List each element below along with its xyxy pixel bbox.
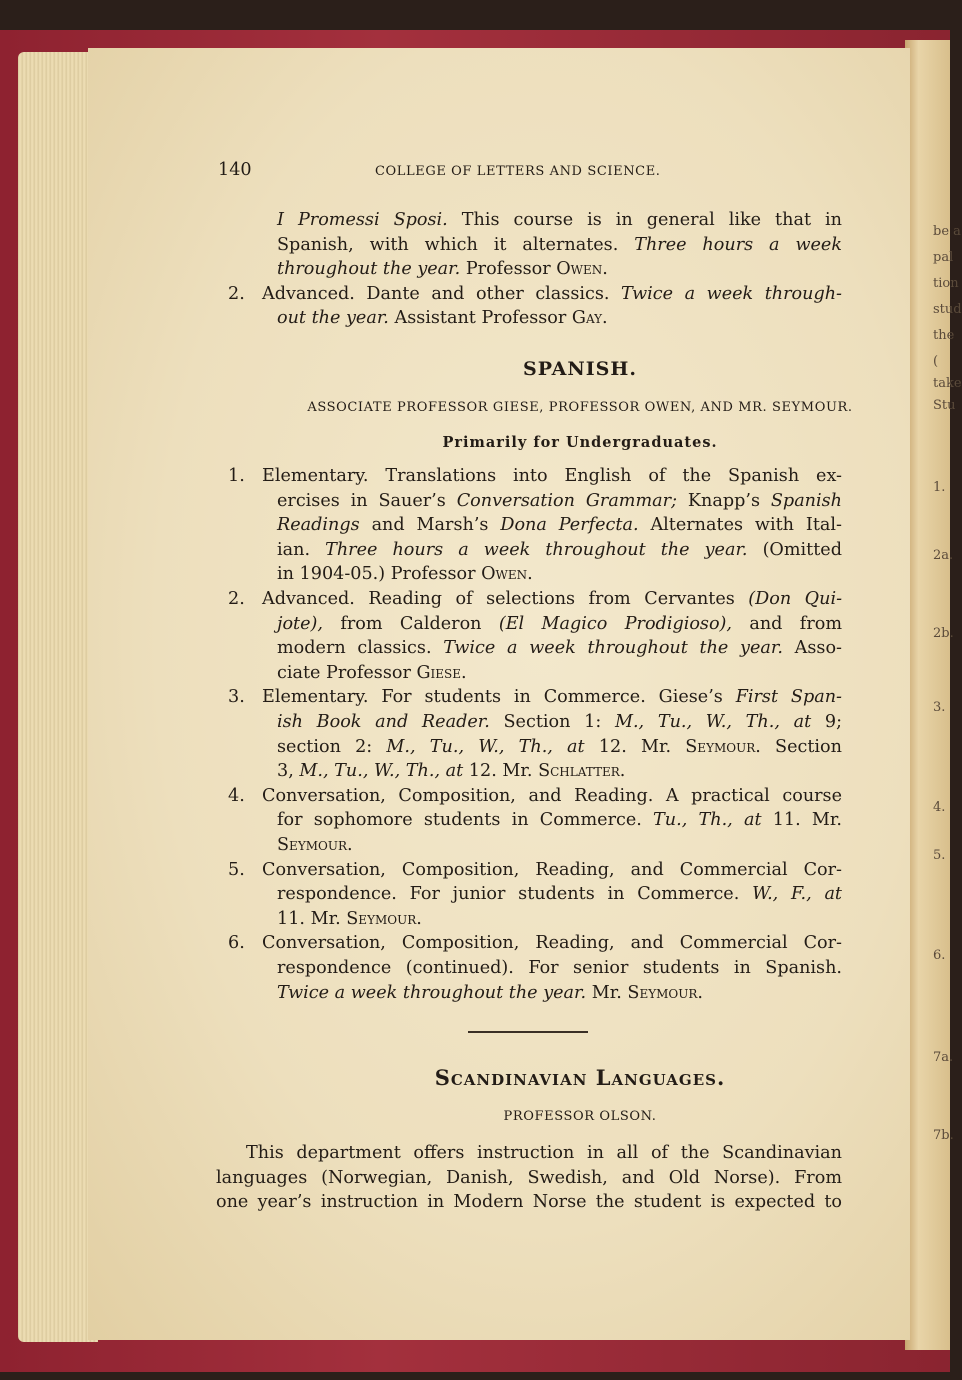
facing-page-fragment: 3. <box>933 700 946 715</box>
running-head: COLLEGE OF LETTERS AND SCIENCE. <box>375 164 661 179</box>
text-line <box>277 882 842 906</box>
item-number: 6. <box>228 933 245 954</box>
italic-run: W., F., at <box>752 884 843 905</box>
text-run: respondence (continued). For senior students in Spanish. <box>277 958 842 978</box>
text-run: Advanced. Reading of selections from Cervantes <box>262 589 749 609</box>
paragraph-line: one year’s instruction in Modern Norse the student is expected to <box>216 1192 842 1213</box>
section-title: Scandinavian Languages. <box>434 1065 726 1090</box>
text-line <box>277 833 353 857</box>
facing-page-fragment: ( <box>933 354 939 369</box>
italic-run: Three hours a week <box>634 234 842 255</box>
text-run: respondence. For junior students in Commerce. <box>277 884 753 905</box>
facing-page-fragment: stud <box>933 302 962 317</box>
small-caps-run: Seymour. <box>277 835 353 855</box>
text-line <box>277 759 625 783</box>
text-line <box>262 464 842 488</box>
text-run: 12. Mr. <box>463 761 539 782</box>
text-run: 11. Mr. <box>761 810 843 831</box>
italic-run: jote), <box>277 613 323 634</box>
text-line <box>262 685 842 709</box>
text-line <box>277 956 842 980</box>
italic-run: Conversation Grammar; <box>456 490 677 511</box>
text-run: Spanish, with which it alternates. <box>277 234 635 255</box>
text-run: Elementary. Translations into English of the Spanish ex- <box>262 466 842 486</box>
italic-run: Three hours a week throughout the year. <box>325 539 748 560</box>
text-line <box>277 636 842 660</box>
text-run: 12. Mr. <box>584 736 686 757</box>
facing-page-fragment: take <box>933 376 962 391</box>
item-number: 1. <box>228 466 245 486</box>
text-line <box>262 282 842 306</box>
italic-run: I Promessi Sposi. <box>277 210 448 230</box>
facing-page-fragment: 7b. <box>933 1128 954 1143</box>
text-run: This course is in general like that in <box>447 210 842 230</box>
facing-page-fragment: 2b. <box>933 626 954 641</box>
italic-run: throughout the year. <box>277 259 461 280</box>
facing-page-fragment: tion <box>933 276 959 291</box>
subsection-heading: Primarily for Undergraduates. <box>442 434 718 451</box>
italic-run: M., Tu., W., Th., at <box>614 712 812 732</box>
text-line <box>277 981 703 1005</box>
faculty-line: ASSOCIATE PROFESSOR GIESE, PROFESSOR OWEN, AND MR. SEYMOUR. <box>307 400 853 415</box>
facing-page-fragment: 5. <box>933 848 946 863</box>
small-caps-run: Giese. <box>416 662 467 683</box>
text-line <box>277 710 842 734</box>
italic-run: Spanish <box>770 490 842 511</box>
text-run: 9; <box>811 712 843 732</box>
facing-page-fragment: Stu <box>933 398 956 413</box>
text-run: (Omitted <box>747 539 842 560</box>
facing-page-fragment: 4. <box>933 800 946 815</box>
item-number: 2. <box>228 283 245 304</box>
item-number: 5. <box>228 859 245 880</box>
facing-page-fragment: 1. <box>933 480 946 495</box>
text-run: Knapp’s <box>677 490 771 511</box>
text-line <box>277 306 608 330</box>
text-line <box>277 735 842 759</box>
facing-page-fragment: 6. <box>933 948 946 963</box>
italic-run: Twice a week throughout the year. <box>277 982 587 1003</box>
text-run: ciate Professor <box>277 662 417 683</box>
text-run: Conversation, Composition, Reading, and Commercial Cor- <box>262 933 842 954</box>
small-caps-run: Gay. <box>571 308 608 329</box>
small-caps-run: Owen. <box>481 564 533 585</box>
text-line <box>277 907 422 931</box>
facing-page-fragment: be a <box>933 224 961 239</box>
text-run: Section <box>760 736 842 757</box>
text-line <box>277 513 842 537</box>
item-number: 2. <box>228 589 245 609</box>
text-run: in 1904-05.) Professor <box>277 564 482 585</box>
paragraph-line: This department offers instruction in all of the Scandinavian <box>246 1143 842 1163</box>
text-line <box>262 587 842 611</box>
text-run: Advanced. Dante and other classics. <box>262 283 621 304</box>
small-caps-run: Seymour. <box>685 736 761 757</box>
section-divider <box>468 1031 588 1033</box>
text-run: 11. Mr. <box>277 908 347 929</box>
text-line <box>262 858 842 882</box>
text-run: and Marsh’s <box>359 515 501 536</box>
text-run: Alternates with Ital- <box>638 515 842 536</box>
text-run: for sophomore students in Commerce. <box>277 810 654 831</box>
text-run: modern classics. <box>277 638 444 659</box>
italic-run: ish Book and Reader. <box>277 712 490 732</box>
italic-run: (El Magico Prodigioso), <box>498 613 733 634</box>
text-line <box>277 538 842 562</box>
italic-run: (Don Qui- <box>748 589 843 609</box>
small-caps-run: Seymour. <box>346 908 422 929</box>
small-caps-run: Schlatter. <box>538 761 626 782</box>
page-number: 140 <box>218 160 252 180</box>
italic-run: Readings <box>277 515 360 536</box>
section-title: SPANISH. <box>523 358 637 380</box>
text-run: Conversation, Composition, and Reading. A practical course <box>262 785 842 806</box>
text-line <box>277 233 842 257</box>
text-run: and from <box>732 613 842 634</box>
text-line <box>262 784 842 808</box>
text-run: ian. <box>277 539 326 560</box>
text-run: Conversation, Composition, Reading, and Commercial Cor- <box>262 859 842 880</box>
facing-page-fragment: 7a. <box>933 1050 954 1065</box>
text-line <box>277 257 608 281</box>
small-caps-run: Owen. <box>556 259 608 280</box>
text-line <box>277 489 842 513</box>
text-line <box>277 808 842 832</box>
small-caps-run: Seymour. <box>627 982 703 1003</box>
text-line <box>277 208 842 232</box>
item-number: 3. <box>228 687 245 708</box>
text-line <box>277 562 533 586</box>
italic-run: M., Tu., W., Th., at <box>299 761 464 782</box>
text-run: Professor <box>460 259 557 280</box>
italic-run: Tu., Th., at <box>653 810 762 831</box>
italic-run: M., Tu., W., Th., at <box>386 736 585 757</box>
item-number: 4. <box>228 785 245 806</box>
facing-page-fragment: 2a. <box>933 548 954 563</box>
text-run: ercises in Sauer’s <box>277 490 457 511</box>
faculty-line: PROFESSOR OLSON. <box>503 1109 657 1124</box>
text-line <box>262 931 842 955</box>
italic-run: Twice a week throughout the year. <box>443 638 783 659</box>
paragraph-line: languages (Norwegian, Danish, Swedish, and Old Norse). From <box>216 1167 842 1188</box>
facing-page-fragment: the <box>933 328 955 343</box>
italic-run: Dona Perfecta. <box>500 515 639 536</box>
text-run: section 2: <box>277 736 387 757</box>
text-run: from Calderon <box>323 613 499 634</box>
text-run: Mr. <box>586 982 628 1003</box>
text-run: Asso- <box>782 638 842 659</box>
facing-page-fragment: pal <box>933 250 954 265</box>
text-line <box>277 612 842 636</box>
italic-run: Twice a week through- <box>621 283 842 304</box>
text-run: Elementary. For students in Commerce. Giese’s <box>262 687 736 708</box>
italic-run: First Span- <box>735 687 842 708</box>
text-run: 3, <box>277 761 300 782</box>
italic-run: out the year. <box>277 308 389 329</box>
text-run: Section 1: <box>489 712 615 732</box>
text-run: Assistant Professor <box>388 308 572 329</box>
text-line <box>277 661 467 685</box>
